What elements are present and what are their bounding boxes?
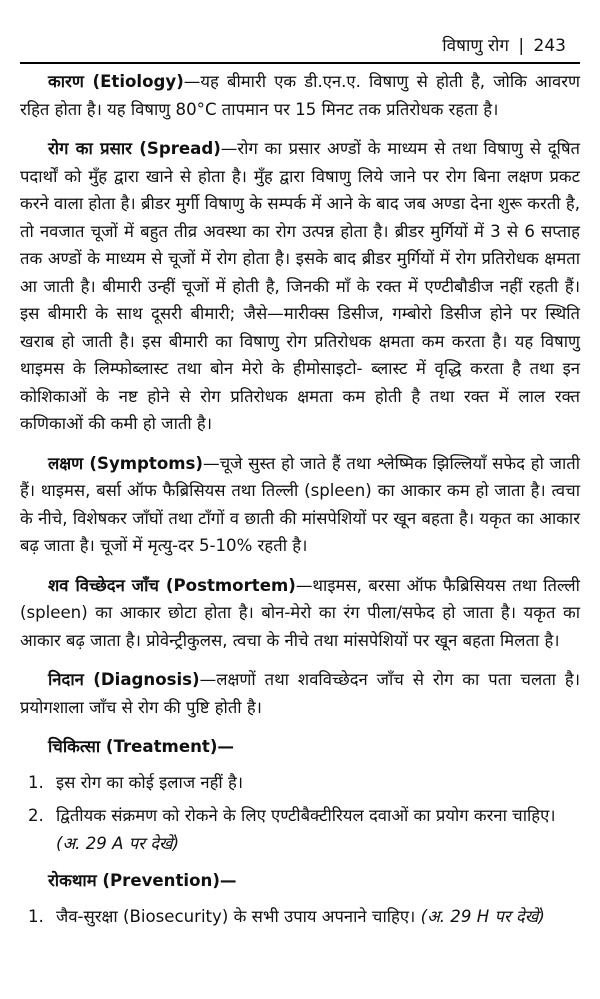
cross-reference-note: (अ. 29 A पर देखें)	[56, 833, 180, 853]
list-item-text: द्वितीयक संक्रमण को रोकने के लिए एण्टीबैक्टीरियल दवाओं का प्रयोग करना चाहिए।	[56, 806, 556, 825]
page-number: 243	[533, 36, 566, 56]
list-item	[20, 769, 580, 797]
postmortem-heading: शव विच्छेदन जाँच (Postmortem)	[48, 575, 296, 595]
chapter-title: विषाणु रोग	[442, 36, 509, 56]
list-item-text: जैव-सुरक्षा (Biosecurity) के सभी उपाय अपनाने चाहिए।	[56, 906, 416, 926]
postmortem-paragraph	[20, 572, 580, 655]
treatment-list	[20, 769, 580, 858]
etiology-paragraph	[20, 68, 580, 123]
spread-text: —रोग का प्रसार अण्डों के माध्यम से तथा विषाणु से दूषित पदार्थों को मुँह द्वारा खाने से होता है। मुँह द्वारा विषाणु लिये जाने पर रोग बिना लक्षण प्रकट करने वाला होता है। ब्रीडर मुर्गी विषाणु के सम्पर्क में आने के बाद जब अण्डा देना शुरू करती है, तो नवजात चूजों में बहुत तीव्र अवस्था का रोग उत्पन्न होता है। ब्रीडर मुर्गियों में 3 से 6 सप्ताह तक अण्डों के माध्यम से चूजों में रोग होता है। इसके बाद ब्रीडर मुर्गियों में रोग प्रतिरोधक क्षमता आ जाती है। बीमारी उन्हीं चूजों में होती है, जिनकी माँ के रक्त में एण्टीबौडीज नहीं रहती हैं। इस बीमारी के साथ दूसरी बीमारी; जैसे—मारीक्स डिसीज, गम्बोरो डिसीज होने पर स्थिति खराब हो जाती है। इस बीमारी का विषाणु रोग प्रतिरोधक क्षमता कम करता है। यह विषाणु थाइमस के लिम्फोब्लास्ट तथा बोन मेरो के हीमोसाइटो- ब्लास्ट में वृद्धि करता है तथा इन कोशिकाओं के नष्ट होने से रोग प्रतिरोधक क्षमता कम होती है तथा रक्त में लाल रक्त कणिकाओं की कमी हो जाती है।	[20, 139, 580, 433]
prevention-heading: रोकथाम (Prevention)—	[48, 871, 237, 890]
treatment-heading: चिकित्सा (Treatment)—	[48, 737, 235, 756]
cross-reference-note: (अ. 29 H पर देखें)	[415, 906, 545, 926]
prevention-list	[20, 903, 580, 931]
symptoms-paragraph	[20, 450, 580, 560]
list-item-number: 2.	[28, 806, 44, 825]
diagnosis-text: —लक्षणों तथा शवविच्छेदन जाँच से रोग का पता चलता है। प्रयोगशाला जाँच से रोग की पुष्टि होती है।	[20, 670, 580, 717]
page-header	[442, 36, 566, 56]
list-item	[20, 903, 580, 931]
header-rule	[20, 62, 580, 64]
diagnosis-paragraph	[20, 666, 580, 721]
list-item	[20, 802, 580, 857]
spread-heading: रोग का प्रसार (Spread)	[48, 139, 221, 158]
symptoms-heading: लक्षण (Symptoms)	[48, 453, 204, 473]
etiology-heading: कारण (Etiology)	[48, 72, 184, 91]
list-item-text: इस रोग का कोई इलाज नहीं है।	[56, 772, 244, 792]
symptoms-text: —चूजे सुस्त हो जाते हैं तथा श्लेष्मिक झिल्लियाँ सफेद हो जाती हैं। थाइमस, बर्सा ऑफ फैब्रिसियस तथा तिल्ली (spleen) का आकार कम हो जाता है। त्वचा के नीचे, विशेषकर जाँघों तथा टाँगों व छाती की मांसपेशियों पर खून बहता है। यकृत का आकार बढ़ जाता है। चूजों में मृत्यु-दर 5-10% रहती है।	[20, 453, 581, 555]
etiology-text: —यह बीमारी एक डी.एन.ए. विषाणु से होती है, जोकि आवरण रहित होता है। यह विषाणु 80°C तापमान पर 15 मिनट तक प्रतिरोधक रहता है।	[20, 72, 580, 119]
list-item-number: 1.	[28, 906, 44, 926]
postmortem-text: —थाइमस, बरसा ऑफ फैब्रिसियस तथा तिल्ली (spleen) का आकार छोटा होता है। बोन-मेरो का रंग पीला/सफेद हो जाता है। यकृत का आकार बढ़ जाता है। प्रोवेन्ट्रीकुलस, त्वचा के नीचे तथा मांसपेशियों पर खून बहता मिलता है।	[20, 575, 580, 650]
list-item-number: 1.	[28, 772, 44, 792]
spread-paragraph	[20, 135, 580, 438]
page-content	[20, 68, 580, 940]
diagnosis-heading: निदान (Diagnosis)	[48, 670, 200, 689]
header-separator: |	[518, 36, 525, 56]
